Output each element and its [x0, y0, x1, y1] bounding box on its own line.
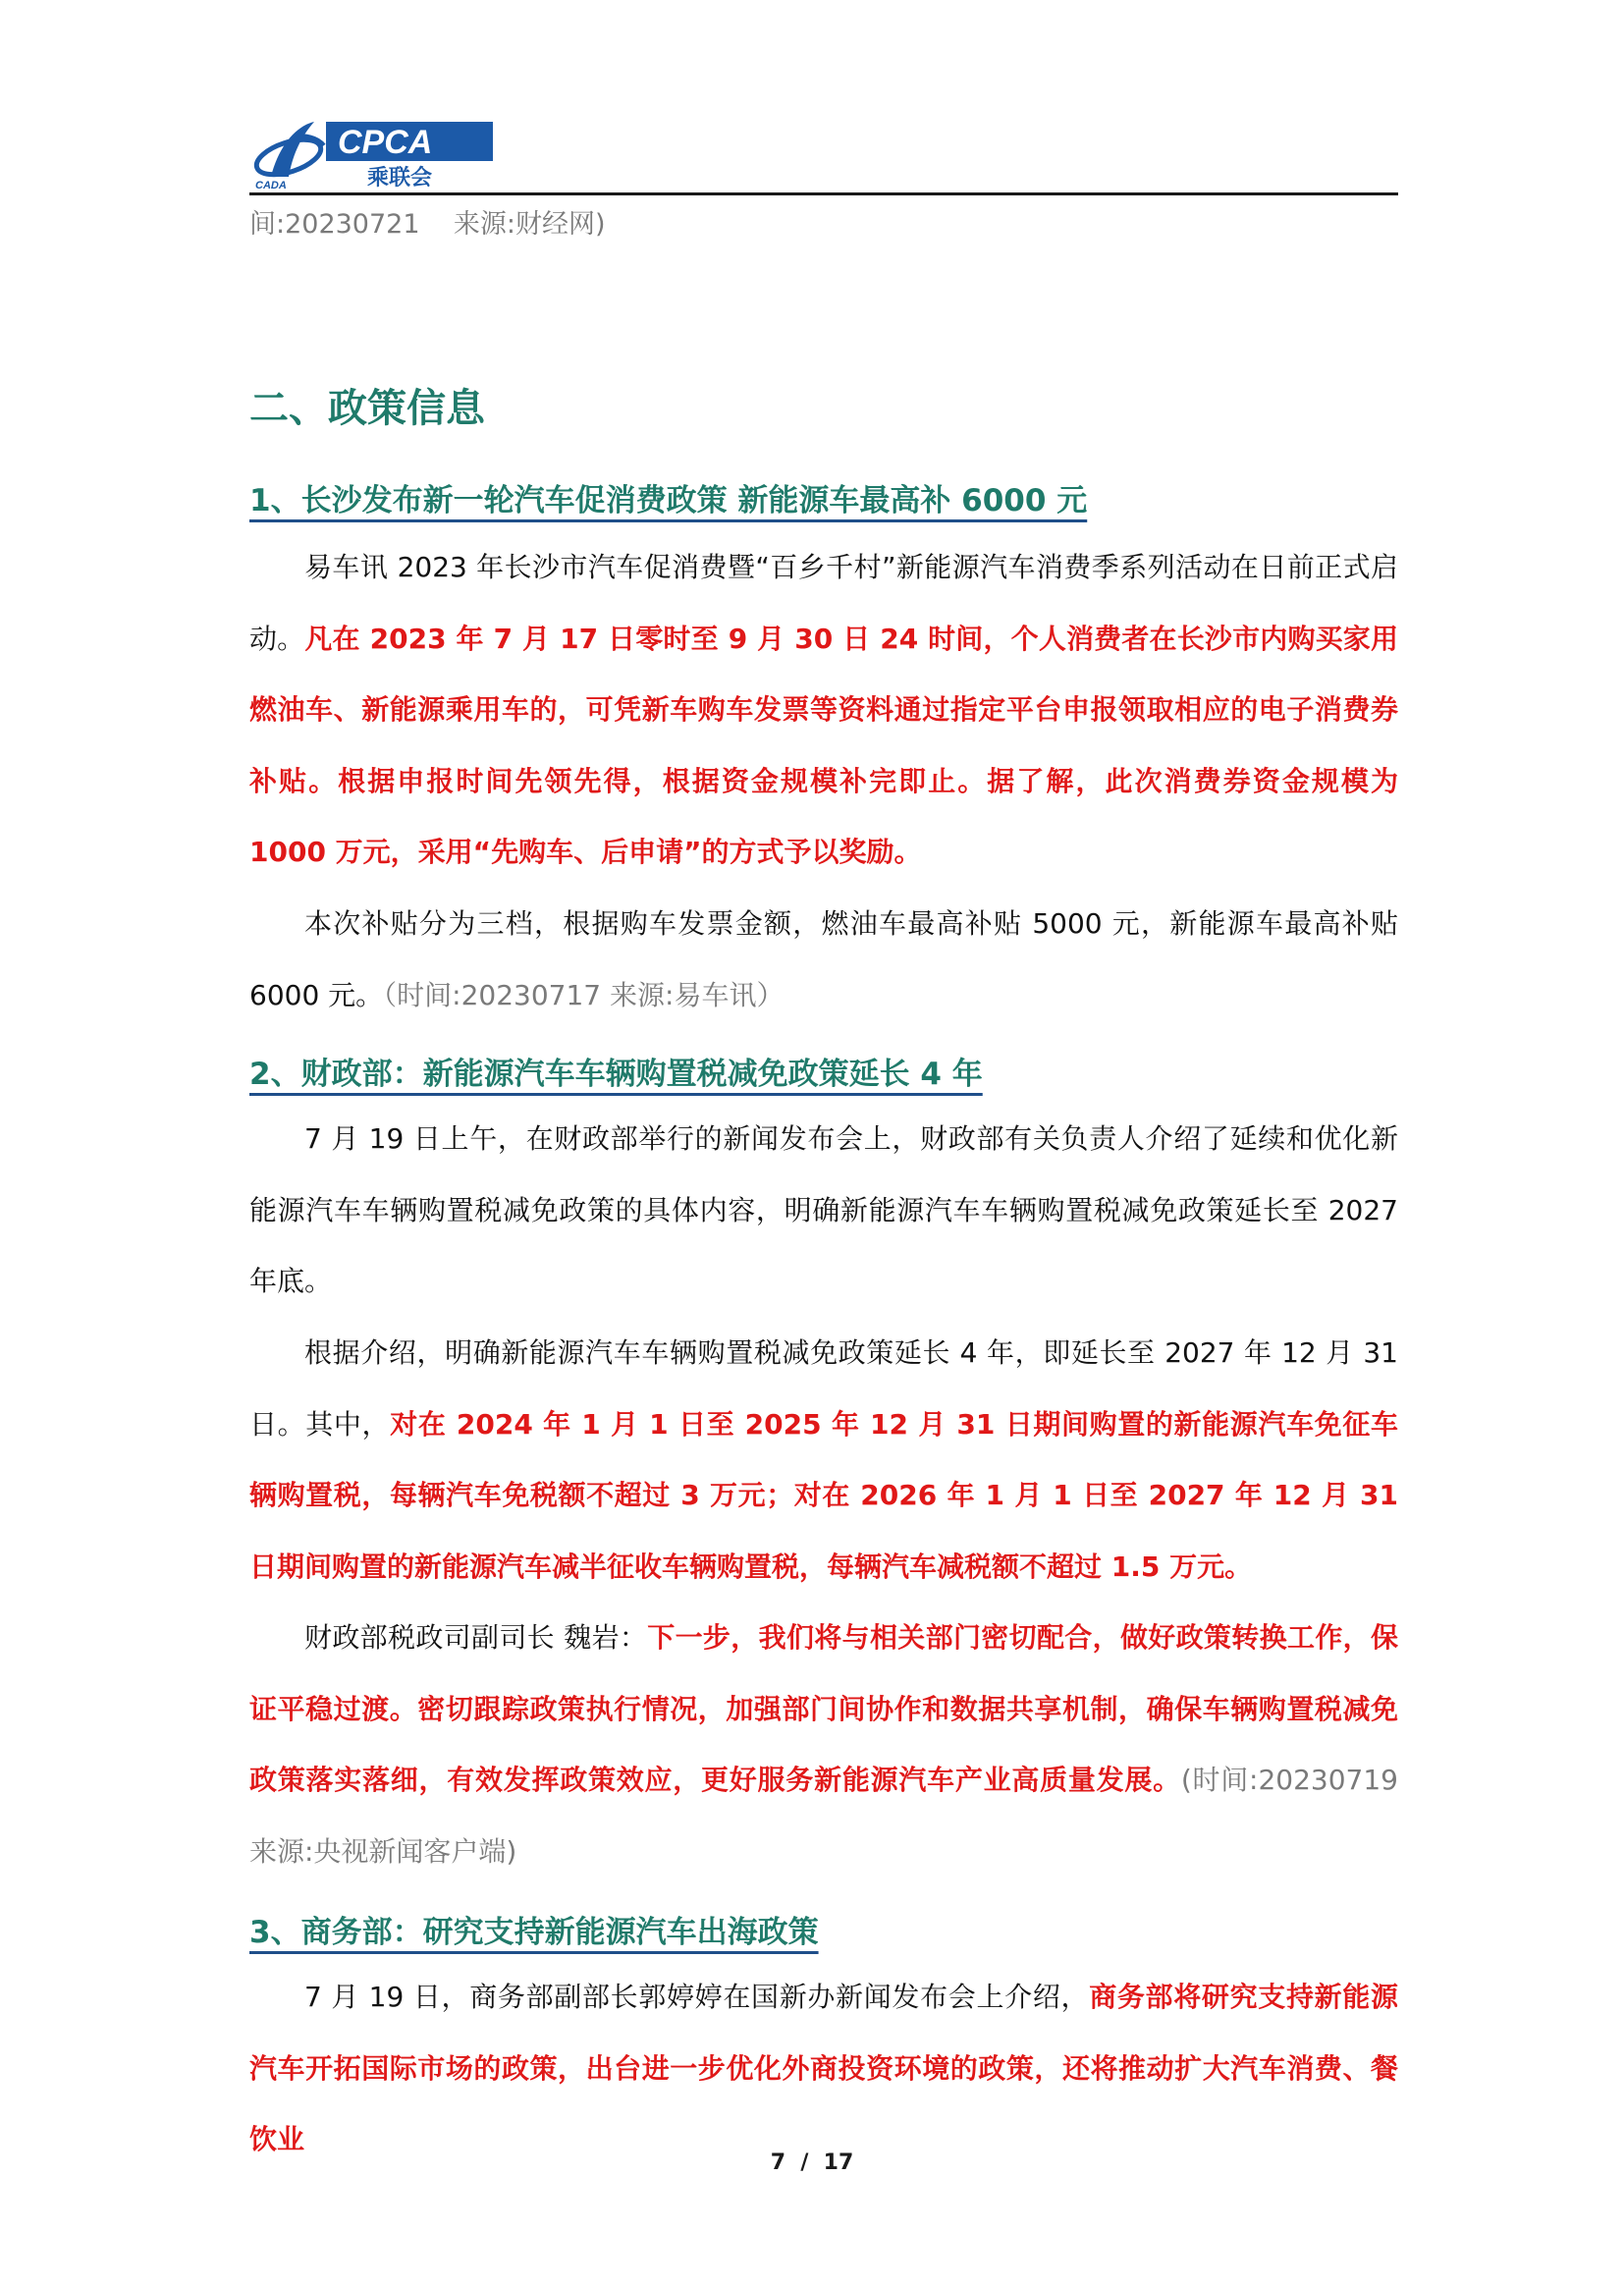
- section-title: 二、政策信息: [249, 386, 485, 431]
- item-1-text: 易车讯 2023 年长沙市汽车促消费暨“百乡千村”新能源汽车消费季系列活动在日前正式启动。: [249, 551, 1398, 655]
- page-number: 7 / 17: [770, 2150, 854, 2175]
- item-2-speaker: 财政部税政司副司长 魏岩：: [304, 1621, 648, 1654]
- item-1-emphasis: 凡在 2023 年 7 月 17 日零时至 9 月 30 日 24 时间，个人消费者在长沙市内购买家用燃油车、新能源乘用车的，可凭新车购车发票等资料通过指定平台申报领取相应的电子消费券补贴。根据申报时间先领先得，根据资金规模补完即止。据了解，此次消费券资金规模为 1000 万元，采用“先购车、后申请”的方式予以奖励。: [249, 622, 1398, 868]
- item-2-paragraph-3: [249, 1603, 1398, 1887]
- svg-text:CPCA: CPCA: [338, 124, 433, 161]
- item-1-paragraph-2: [249, 889, 1398, 1031]
- item-3-text: 7 月 19 日，商务部副部长郭婷婷在国新办新闻发布会上介绍，: [304, 1981, 1090, 2013]
- item-1-paragraph-1: [249, 532, 1398, 889]
- header-rule: [249, 192, 1398, 195]
- item-1-subsidy-text: 本次补贴分为三档，根据购车发票金额，燃油车最高补贴 5000 元，新能源车最高补贴 6000 元。: [249, 907, 1398, 1011]
- svg-text:CADA: CADA: [255, 180, 287, 190]
- item-2-quote: 下一步，我们将与相关部门密切配合，做好政策转换工作，保证平稳过渡。密切跟踪政策执行情况，加强部门间协作和数据共享机制，确保车辆购置税减免政策落实落细，有效发挥政策效应，更好服务新能源汽车产业高质量发展。: [249, 1621, 1398, 1796]
- item-2-source: (时间:20230719 来源:央视新闻客户端): [249, 1764, 1398, 1868]
- item-3-paragraph-1: [249, 1962, 1398, 2176]
- carry-over-source: 间:20230721 来源:财经网): [249, 209, 606, 240]
- page-header: [249, 116, 1398, 194]
- item-1-title: 1、长沙发布新一轮汽车促消费政策 新能源车最高补 6000 元: [249, 483, 1088, 518]
- svg-text:乘联会: 乘联会: [367, 166, 433, 190]
- item-3-emphasis: 商务部将研究支持新能源汽车开拓国际市场的政策，出台进一步优化外商投资环境的政策，还将推动扩大汽车消费、餐饮业: [249, 1981, 1398, 2155]
- item-2-emphasis: 对在 2024 年 1 月 1 日至 2025 年 12 月 31 日期间购置的新能源汽车免征车辆购置税，每辆汽车免税额不超过 3 万元；对在 2026 年 1 月 1 日至 2027 年 12 月 31 日期间购置的新能源汽车减半征收车辆购置税，每辆汽车减税额不超过 1.5 万元。: [249, 1407, 1398, 1583]
- item-1-source: （时间:20230717 来源:易车讯）: [383, 978, 785, 1011]
- item-2-text: 根据介绍，明确新能源汽车车辆购置税减免政策延长 4 年，即延长至 2027 年 12 月 31 日。其中，: [249, 1336, 1398, 1441]
- item-3-title: 3、商务部：研究支持新能源汽车出海政策: [249, 1915, 819, 1950]
- cpca-logo: [249, 116, 495, 190]
- item-2-paragraph-2: [249, 1318, 1398, 1603]
- item-2-title: 2、财政部：新能源汽车车辆购置税减免政策延长 4 年: [249, 1057, 983, 1092]
- item-2-paragraph-1: 7 月 19 日上午，在财政部举行的新闻发布会上，财政部有关负责人介绍了延续和优化新能源汽车车辆购置税减免政策的具体内容，明确新能源汽车车辆购置税减免政策延长至 2027 年底。: [249, 1122, 1398, 1297]
